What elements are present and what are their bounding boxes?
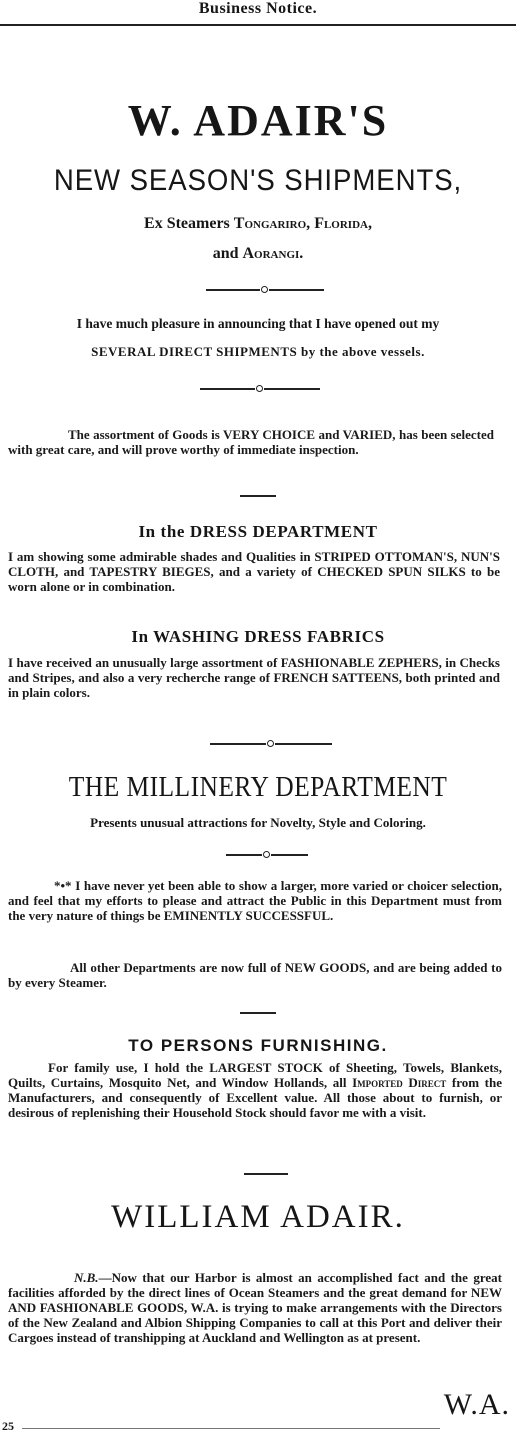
- washing-paragraph: I have received an unusually large assortment of FASHIONABLE ZEPHERS, in Checks and Stripes, and also a very recherche range of FRENCH SATTEENS, both printed and in plain colors.: [8, 655, 500, 700]
- millinery-heading: THE MILLINERY DEPARTMENT: [68, 771, 448, 803]
- short-rule: [244, 1173, 288, 1175]
- ornament-divider: [206, 286, 324, 294]
- steamer-tongariro: Tongariro,: [233, 215, 311, 232]
- ornament-divider: [226, 851, 308, 859]
- initials-signature: W.A.: [443, 1388, 510, 1421]
- footer-rule: [22, 1428, 440, 1429]
- header-rule: [0, 24, 516, 26]
- steamers-line-1: [0, 212, 516, 236]
- short-rule: [240, 495, 276, 497]
- steamers-line-2: [0, 242, 516, 266]
- notice-paragraph: [8, 878, 502, 923]
- persons-furnishing-heading: TO PERSONS FURNISHING.: [128, 1036, 388, 1055]
- furnishing-text-2: from the Manufacturers, and consequently of Excellent value. All those about to furnish, or desirous of replenishing their Household Stock should favor me with a visit.: [8, 1075, 503, 1120]
- nb-paragraph: [8, 1270, 502, 1345]
- asterism-mark: *•*: [54, 878, 72, 893]
- dress-paragraph: I am showing some admirable shades and Qualities in STRIPED OTTOMAN'S, NUN'S CLOTH, and TAPESTRY BIEGES, and a variety of CHECKED SPUN SILKS to be worn alone or in combination.: [8, 549, 500, 594]
- furnishing-text-1: For family use, I hold the LARGEST STOCK of Sheeting, Towels, Blankets, Quilts, Curtains, Mosquito Net, and Window Hollands, all: [8, 1060, 502, 1090]
- assortment-paragraph: The assortment of Goods is VERY CHOICE and VARIED, has been selected with great care, and will prove worthy of immediate inspection.: [8, 427, 494, 457]
- furnishing-paragraph: [8, 1060, 502, 1120]
- imported-direct: Imported Direct: [352, 1075, 447, 1090]
- steamer-aorangi: Aorangi.: [242, 245, 304, 262]
- dress-department-heading: In the DRESS DEPARTMENT: [138, 522, 378, 541]
- intro-line-1: I have much pleasure in announcing that I have opened out my: [76, 316, 440, 331]
- short-rule: [240, 1012, 276, 1014]
- millinery-subline: Presents unusual attractions for Novelty, Style and Coloring.: [90, 815, 426, 830]
- ornament-divider: [200, 385, 320, 393]
- washing-fabrics-heading: In WASHING DRESS FABRICS: [131, 627, 385, 646]
- steamers-prefix: Ex Steamers: [144, 215, 230, 232]
- steamer-florida: Florida,: [314, 215, 372, 232]
- nb-text: —Now that our Harbor is almost an accomplished fact and the great facilities afforded by the direct lines of Ocean Steamers and the great demand for NEW AND FASHIONABLE GOODS, W.A. is trying to make arrangements with the Directors of the New Zealand and Albion Shipping Companies to call at this Port and deliver their Cargoes instead of transhipping at Auckland and Wellington as at present.: [8, 1270, 502, 1345]
- advert-subtitle: NEW SEASON'S SHIPMENTS,: [53, 164, 463, 197]
- page-number: 25: [2, 1419, 14, 1433]
- steamers-and: and: [212, 245, 239, 262]
- advert-title: W. ADAIR'S: [127, 96, 389, 145]
- ornament-divider: [210, 740, 332, 748]
- intro-line-2: SEVERAL DIRECT SHIPMENTS by the above vessels.: [91, 344, 425, 359]
- other-departments-paragraph: All other Departments are now full of NEW GOODS, and are being added to by every Steamer.: [8, 960, 502, 990]
- nb-label: N.B.: [74, 1270, 99, 1285]
- notice-text: I have never yet been able to show a larger, more varied or choicer selection, and feel that my efforts to please and attract the Public in this Department must from the very nature of things be EMINENTLY SUCCESSFUL.: [8, 878, 503, 923]
- signature-name: WILLIAM ADAIR.: [111, 1199, 405, 1235]
- page-header: Business Notice.: [198, 0, 318, 17]
